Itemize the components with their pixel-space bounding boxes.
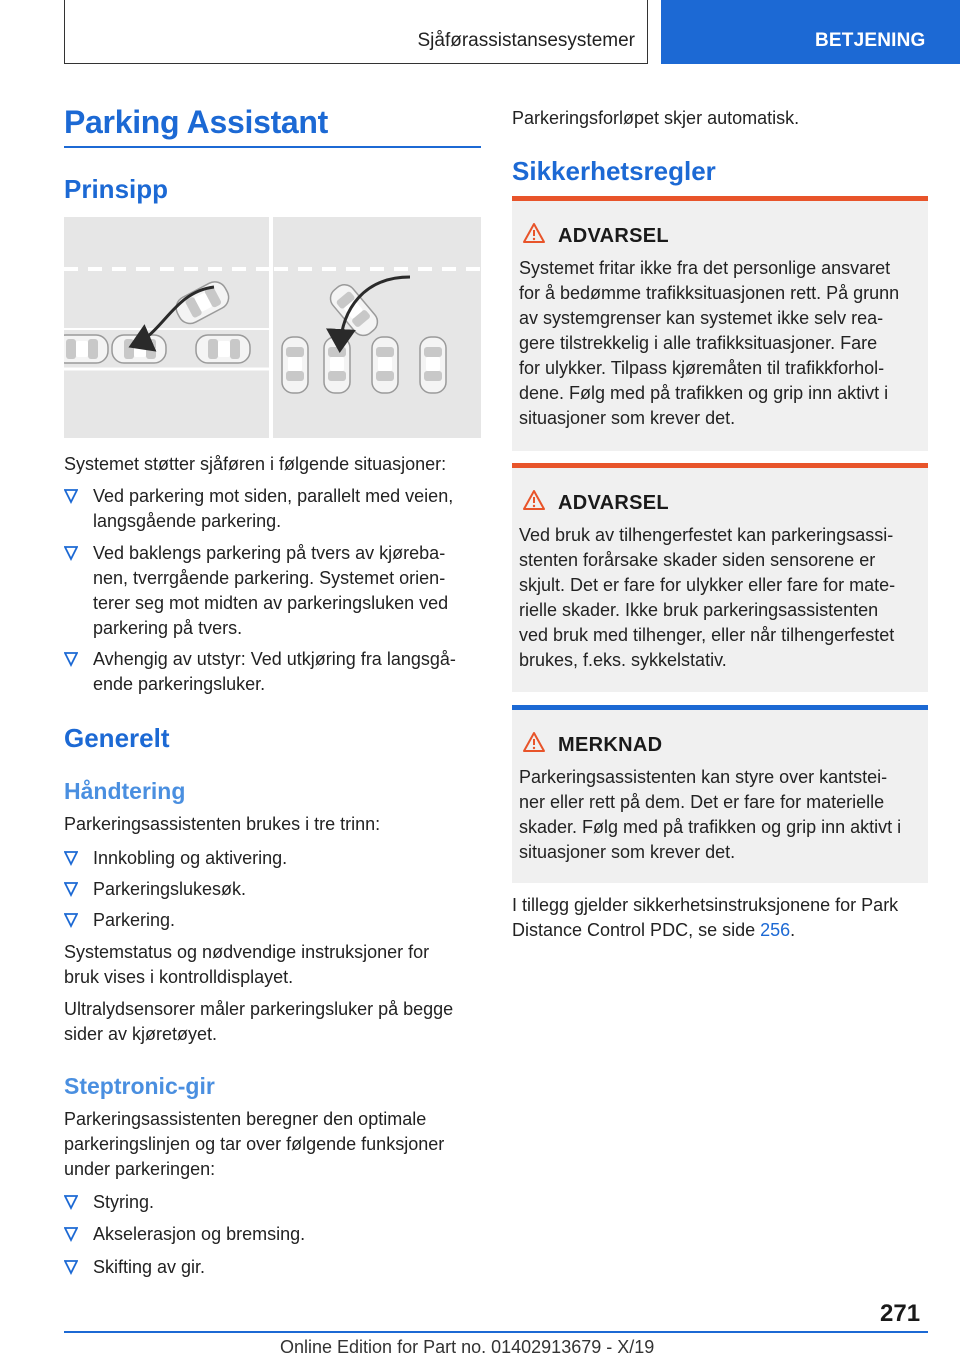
steptronic-item-text: Akselerasjon og bremsing. [93, 1224, 306, 1244]
warning-label: ADVARSEL [558, 492, 669, 514]
note-bar [512, 705, 928, 710]
status-text-line: Systemstatus og nødvendige instruksjoner for [64, 942, 430, 962]
header-frame [64, 0, 648, 64]
parking-illustration [64, 217, 481, 438]
note-line: skader. Følg med på trafikken og grip inn aktivt i [519, 817, 902, 837]
support-item-3-line: ende parkeringsluker. [93, 674, 266, 694]
heading-principle: Prinsipp [64, 174, 169, 204]
note-line: Parkeringsassistenten kan styre over kantstei- [519, 767, 888, 787]
handling-item-2 [64, 877, 481, 902]
warning-line: for å bedømme trafikksituasjonen rett. På grunn [519, 283, 900, 303]
warning-line: ved bruk med tilhenger, eller når tilhengerfestet [519, 625, 895, 645]
pdc-text-line: Distance Control PDC, se side [512, 920, 761, 940]
warning-box-2 [512, 463, 928, 692]
footer-edition: Online Edition for Part no. 01402913679 - X/19 [280, 1337, 655, 1357]
warning-bar [512, 196, 928, 201]
note-text [519, 765, 925, 865]
warning-line: av systemgrenser kan systemet ikke selv rea- [519, 308, 884, 328]
note-line: situasjoner som krever det. [519, 842, 736, 862]
bullet-triangle-icon [64, 881, 78, 897]
bullet-triangle-icon [64, 1194, 78, 1210]
warning-line: dene. Følg med på trafikken og grip inn aktivt i [519, 383, 889, 403]
handling-item-text: Innkobling og aktivering. [93, 848, 288, 868]
warning-triangle-icon [522, 222, 546, 244]
bullet-triangle-icon [64, 1226, 78, 1242]
warning-text [519, 523, 925, 673]
warning-line: gere tilstrekkelig i alle trafikksituasjoner. Fare [519, 333, 878, 353]
pdc-text [512, 893, 898, 943]
footer-divider [64, 1331, 928, 1333]
warning-line: skjult. Det er fare for ulykker eller fare for mate- [519, 575, 896, 595]
support-item-1 [64, 484, 481, 534]
steptronic-item-text: Styring. [93, 1192, 155, 1212]
handling-item-3 [64, 908, 481, 933]
handling-item-text: Parkering. [93, 910, 176, 930]
warning-line: Ved bruk av tilhengerfestet kan parkeringsassi- [519, 525, 894, 545]
support-item-1-line: Ved parkering mot siden, parallelt med veien, [93, 486, 454, 506]
warning-text [519, 256, 925, 431]
steptronic-item-text: Skifting av gir. [93, 1257, 206, 1277]
steptronic-intro-line: parkeringslinjen og tar over følgende funksjoner [64, 1134, 445, 1154]
warning-line: Systemet fritar ikke fra det personlige ansvaret [519, 258, 891, 278]
page-link-256[interactable]: 256 [760, 920, 791, 940]
steptronic-item-2 [64, 1222, 481, 1247]
title-divider [64, 146, 481, 148]
bullet-triangle-icon [64, 1259, 78, 1275]
warning-line: rielle skader. Ikke bruk parkeringsassistenten [519, 600, 879, 620]
status-text-line: bruk vises i kontrolldisplayet. [64, 967, 294, 987]
handling-item-1 [64, 846, 481, 871]
bullet-triangle-icon [64, 850, 78, 866]
support-item-2 [64, 541, 481, 641]
warning-line: brukes, f.eks. sykkelstativ. [519, 650, 727, 670]
handling-item-text: Parkeringslukesøk. [93, 879, 247, 899]
auto-text: Parkeringsforløpet skjer automatisk. [512, 108, 800, 128]
bullet-triangle-icon [64, 545, 78, 561]
support-intro: Systemet støtter sjåføren i følgende situasjoner: [64, 454, 447, 474]
note-triangle-icon [522, 731, 546, 753]
warning-line: stenten forårsake skader siden sensorene er [519, 550, 876, 570]
page-number: 271 [880, 1300, 921, 1327]
steptronic-item-1 [64, 1190, 481, 1215]
support-item-1-line: langsgående parkering. [93, 511, 282, 531]
heading-general: Generelt [64, 723, 170, 753]
heading-safety: Sikkerhetsregler [512, 156, 716, 186]
warning-line: situasjoner som krever det. [519, 408, 736, 428]
steptronic-intro [64, 1107, 444, 1182]
warning-bar [512, 463, 928, 468]
note-label: MERKNAD [558, 734, 663, 756]
support-item-3-line: Avhengig av utstyr: Ved utkjøring fra langsgå- [93, 649, 456, 669]
heading-handling: Håndtering [64, 778, 186, 804]
sensor-text-line: Ultralydsensorer måler parkeringsluker på begge [64, 999, 454, 1019]
support-item-2-line: nen, tverrgående parkering. Systemet orien- [93, 568, 446, 588]
handling-intro: Parkeringsassistenten brukes i tre trinn: [64, 814, 381, 834]
parking-diagram-svg [64, 217, 481, 438]
warning-line: for ulykker. Tilpass kjøremåten til trafikkforhol- [519, 358, 885, 378]
note-box [512, 705, 928, 883]
support-item-2-line: parkering på tvers. [93, 618, 243, 638]
support-item-2-line: Ved baklengs parkering på tvers av kjøreba- [93, 543, 446, 563]
support-item-3 [64, 647, 481, 697]
note-line: ner eller rett på dem. Det er fare for materielle [519, 792, 885, 812]
bullet-triangle-icon [64, 651, 78, 667]
sensor-text-line: sider av kjøretøyet. [64, 1024, 218, 1044]
bullet-triangle-icon [64, 488, 78, 504]
steptronic-intro-line: Parkeringsassistenten beregner den optimale [64, 1109, 427, 1129]
warning-box-1 [512, 196, 928, 451]
section-title: Sjåførassistansesystemer [417, 30, 635, 51]
pdc-text-line: I tillegg gjelder sikkerhetsinstruksjonene for Park [512, 895, 899, 915]
support-item-2-line: terer seg mot midten av parkeringsluken ved [93, 593, 449, 613]
heading-steptronic: Steptronic-gir [64, 1073, 215, 1099]
page-title: Parking Assistant [64, 104, 329, 140]
chapter-tab[interactable]: BETJENING [661, 0, 960, 64]
status-text [64, 940, 429, 990]
pdc-suffix: . [790, 920, 796, 940]
steptronic-intro-line: under parkeringen: [64, 1159, 216, 1179]
warning-label: ADVARSEL [558, 225, 669, 247]
sensor-text [64, 997, 453, 1047]
bullet-triangle-icon [64, 912, 78, 928]
warning-triangle-icon [522, 489, 546, 511]
steptronic-item-3 [64, 1255, 481, 1280]
